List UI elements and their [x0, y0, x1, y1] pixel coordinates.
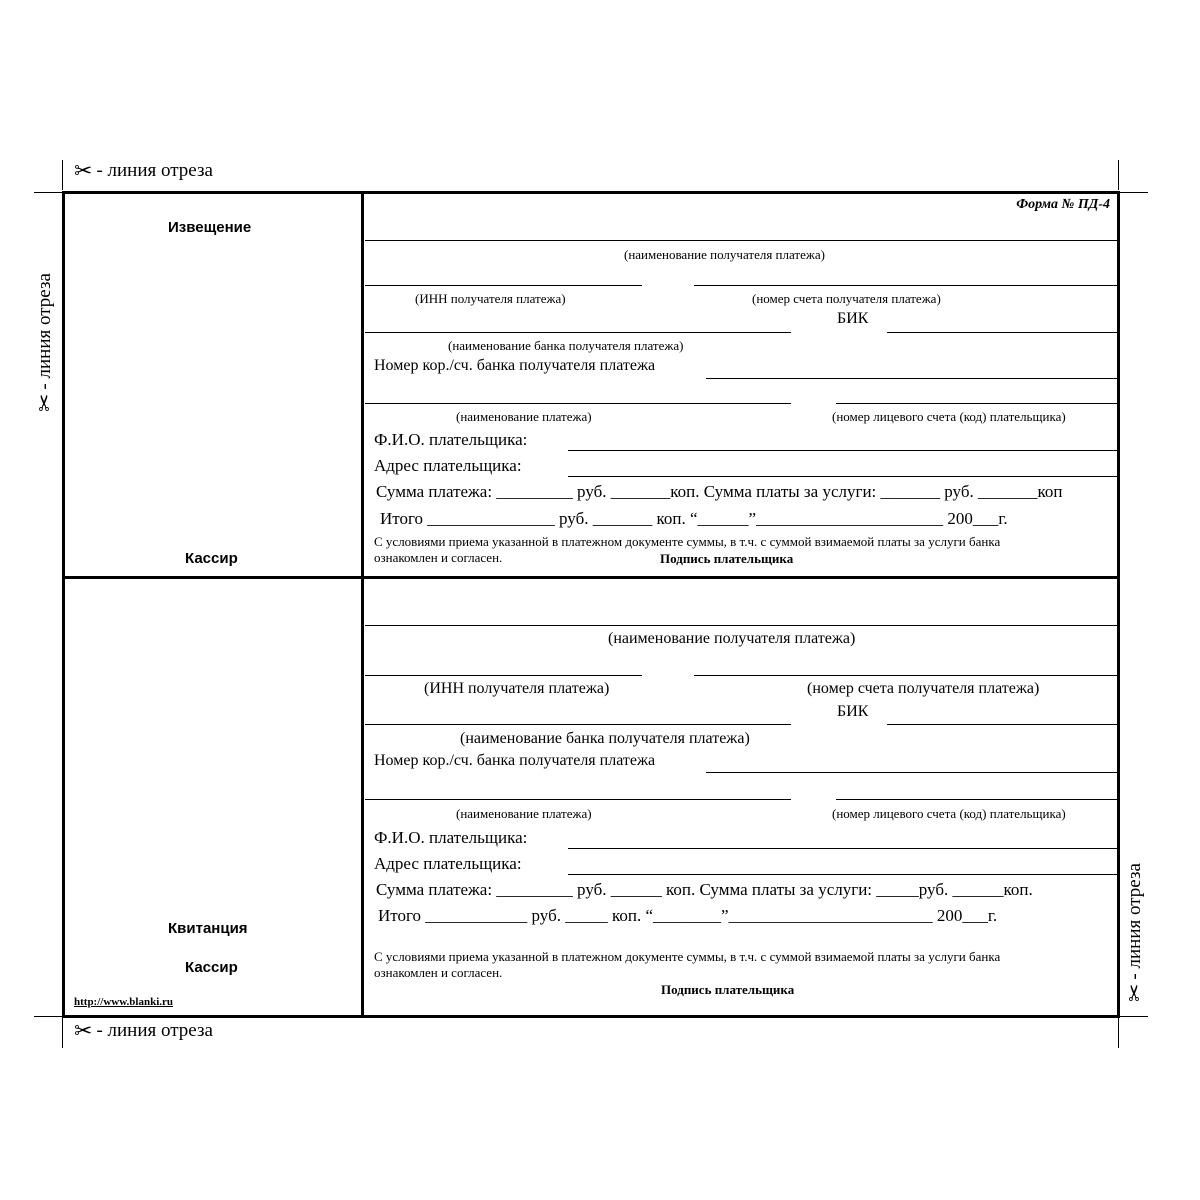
cut-line-label: - линия отреза: [96, 160, 213, 181]
cut-guide-top-left: [62, 160, 63, 190]
frame-top: [62, 191, 1120, 194]
recipient-name-line[interactable]: [365, 240, 1117, 241]
recipient-inn-caption: (ИНН получателя платежа): [415, 291, 566, 306]
bank-name-line[interactable]: [365, 332, 791, 333]
r-payer-address-line[interactable]: [568, 874, 1117, 875]
scissors-icon: ✂: [74, 158, 93, 183]
receipt-sum-line[interactable]: Сумма платежа: _________ руб. ______ коп. Сумма платы за услуги: _____руб. ______коп.: [376, 880, 1033, 899]
r-recipient-inn-line[interactable]: [365, 675, 642, 676]
bank-name-caption: (наименование банка получателя платежа): [448, 338, 684, 353]
frame-bottom: [62, 1015, 1120, 1018]
r-payer-account-line[interactable]: [836, 799, 1117, 800]
notice-payer-signature[interactable]: Подпись плательщика: [660, 551, 794, 566]
r-bik-line[interactable]: [887, 724, 1117, 725]
payer-address-line[interactable]: [568, 476, 1117, 477]
scissors-icon: ✂: [1122, 983, 1147, 1002]
receipt-agreement-2: ознакомлен и согласен.: [374, 965, 503, 980]
r-payer-fio-line[interactable]: [568, 848, 1117, 849]
r-payer-fio-label: Ф.И.О. плательщика:: [374, 828, 528, 847]
r-bik-label: БИК: [837, 703, 869, 720]
cut-guide-left-bottom: [34, 1016, 64, 1017]
r-bank-name-caption: (наименование банка получателя платежа): [460, 730, 750, 747]
cut-guide-bottom-left: [62, 1016, 63, 1048]
recipient-name-caption: (наименование получателя платежа): [624, 247, 825, 262]
bik-label: БИК: [837, 310, 869, 327]
payer-fio-line[interactable]: [568, 450, 1117, 451]
notice-cashier: Кассир: [185, 550, 238, 567]
cut-line-top: [74, 160, 213, 182]
recipient-inn-line[interactable]: [365, 285, 642, 286]
receipt-agreement: С условиями приема указанной в платежном документе суммы, в т.ч. с суммой взимаемой платы за услуги банка: [374, 949, 1001, 964]
cut-guide-top-right: [1118, 160, 1119, 190]
cut-guide-left-top: [34, 192, 64, 193]
cut-line-bottom: [74, 1020, 213, 1042]
cut-line-label: - линия отреза: [34, 273, 55, 390]
payment-name-line[interactable]: [365, 403, 791, 404]
cut-line-label: - линия отреза: [96, 1020, 213, 1041]
corr-account-line[interactable]: [706, 378, 1117, 379]
payer-account-line[interactable]: [836, 403, 1117, 404]
r-payment-name-line[interactable]: [365, 799, 791, 800]
payer-account-caption: (номер лицевого счета (код) плательщика): [832, 409, 1066, 424]
payer-fio-label: Ф.И.О. плательщика:: [374, 430, 528, 449]
bik-line[interactable]: [887, 332, 1117, 333]
r-corr-account-line[interactable]: [706, 772, 1117, 773]
receipt-title: Квитанция: [168, 920, 248, 937]
payer-address-label: Адрес плательщика:: [374, 456, 522, 475]
notice-title: Извещение: [168, 219, 252, 236]
payment-name-caption: (наименование платежа): [456, 409, 592, 424]
frame-left: [62, 191, 65, 1018]
recipient-account-caption: (номер счета получателя платежа): [752, 291, 941, 306]
r-corr-account-label: Номер кор./сч. банка получателя платежа: [374, 752, 656, 769]
frame-middle: [62, 576, 1120, 579]
r-recipient-account-caption: (номер счета получателя платежа): [807, 680, 1040, 697]
receipt-cashier: Кассир: [185, 959, 238, 976]
scissors-icon: ✂: [32, 393, 57, 412]
receipt-payer-signature[interactable]: Подпись плательщика: [661, 982, 795, 997]
notice-total-line[interactable]: Итого _______________ руб. _______ коп. “______”______________________ 200___г.: [380, 509, 1008, 528]
cut-guide-bottom-right: [1118, 1016, 1119, 1048]
r-payer-address-label: Адрес плательщика:: [374, 854, 522, 873]
r-recipient-name-caption: (наименование получателя платежа): [608, 630, 856, 647]
notice-agreement: С условиями приема указанной в платежном документе суммы, в т.ч. с суммой взимаемой платы за услуги банка: [374, 534, 1001, 549]
receipt-total-line[interactable]: Итого ____________ руб. _____ коп. “________”________________________ 200___г.: [378, 906, 998, 925]
cut-guide-right-top: [1118, 192, 1148, 193]
frame-right: [1117, 191, 1120, 1018]
notice-agreement-2: ознакомлен и согласен.: [374, 550, 503, 565]
r-payment-name-caption: (наименование платежа): [456, 806, 592, 821]
r-payer-account-caption: (номер лицевого счета (код) плательщика): [832, 806, 1066, 821]
site-link[interactable]: http://www.blanki.ru: [74, 996, 174, 1008]
r-bank-name-line[interactable]: [365, 724, 791, 725]
cut-line-label: - линия отреза: [1124, 863, 1145, 980]
form-number: Форма № ПД-4: [1016, 197, 1110, 212]
cut-line-right: [1124, 863, 1146, 1002]
r-recipient-inn-caption: (ИНН получателя платежа): [424, 680, 610, 697]
cut-line-left: [34, 273, 56, 412]
frame-divider: [361, 191, 364, 1018]
recipient-account-line[interactable]: [694, 285, 1117, 286]
r-recipient-account-line[interactable]: [694, 675, 1117, 676]
cut-guide-right-bottom: [1118, 1016, 1148, 1017]
r-recipient-name-line[interactable]: [365, 625, 1117, 626]
scissors-icon: ✂: [74, 1018, 93, 1043]
notice-sum-line[interactable]: Сумма платежа: _________ руб. _______коп. Сумма платы за услуги: _______ руб. _______коп: [376, 482, 1063, 501]
corr-account-label: Номер кор./сч. банка получателя платежа: [374, 357, 656, 374]
